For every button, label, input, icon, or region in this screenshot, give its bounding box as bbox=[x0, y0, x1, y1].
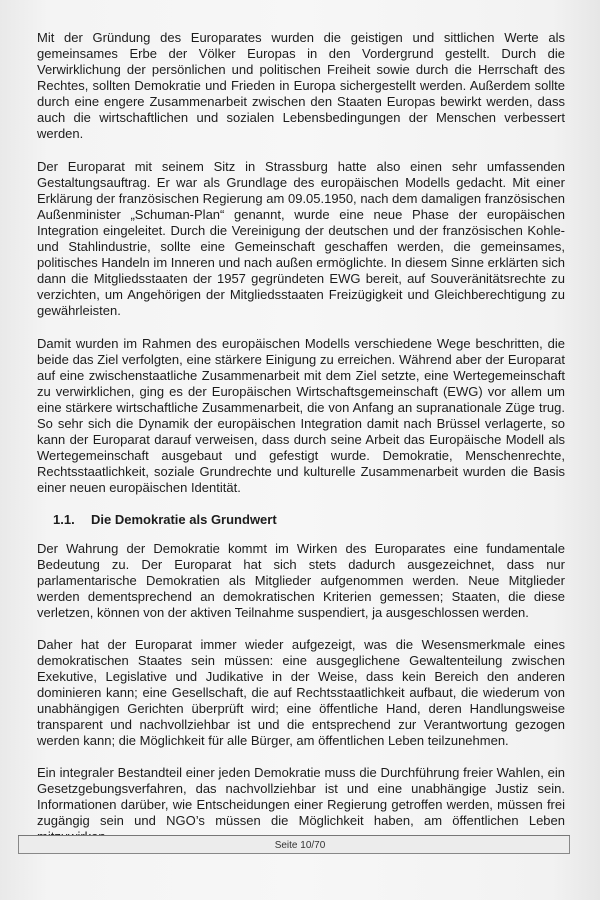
paragraph-6: Ein integraler Bestandteil einer jeden Demokratie muss die Durchführung freier Wahlen, ein Gesetzgebungsverfahren, das nachvollziehbar ist und eine unabhängige Justiz sein. Informationen darüber, wie Entscheidungen einer Regierung getroffen werden, müssen frei zugängig sein und NGO’s müssen die Möglichkeit haben, am öffentlichen Leben bbox=[37, 765, 565, 828]
section-title: Die Demokratie als Grundwert bbox=[91, 512, 277, 527]
page-number: Seite 10/70 bbox=[274, 840, 326, 851]
page-content bbox=[37, 30, 565, 845]
paragraph-1: Mit der Gründung des Europarates wurden die geistigen und sittlichen Werte als gemeinsames Erbe der Völker Europas in den Vordergrund gestellt. Durch die Verwirklichung der persönlichen und politischen Freiheit sowie durch die Herrschaft des Rechtes, sollten Demokratie und Frieden in Europa sichergestellt werden. Außerdem sollte durch eine engere Zusammenarbeit zwischen den Staaten Europas bewirkt werden, dass auch die wirtschaftlichen und sozialen Lebensbedingungen der Menschen verbessert werden. bbox=[37, 30, 565, 141]
paragraph-2: Der Europarat mit seinem Sitz in Strassburg hatte also einen sehr umfassenden Gestaltungsauftrag. Er war als Grundlage des europäischen Modells gedacht. Mit einer Erklärung der französischen Regierung am 09.05.1950, nach dem damaligen französischen Außenminister „Schuman-Plan“ genannt, wurde eine neue Phase der europäischen Integration eingeleitet. Durch die Vereinigung der deutschen und der französischen Kohle- und Stahlindustrie, sollte eine Gemeinschaft geschaffen werden, die gemeinsames, politisches Handeln im Inneren und nach außen ermöglichte. In diesem Sinne erklärten sich dann die Mitgliedsstaaten der 1957 gegründeten EWG bereit, auf Souveränitätsrechte zu verzichten, um Angehörigen der Mitgliedsstaaten Freizügigkeit und Gleichberechtigung zu gewährleisten. bbox=[37, 159, 565, 318]
section-heading bbox=[53, 512, 565, 528]
paragraph-4: Der Wahrung der Demokratie kommt im Wirken des Europarates eine fundamentale Bedeutung zu. Der Europarat hat sich stets dadurch ausgezeichnet, dass nur parlamentarische Demokratien als Mitglieder aufgenommen werden. Neue Mitglieder werden dementsprechend an demokratischen Kriterien gemessen; Staaten, die diese verletzen, können von der aktiven Teilnahme suspendiert, ja ausgeschlossen werden. bbox=[37, 541, 565, 620]
paragraph-3: Damit wurden im Rahmen des europäischen Modells verschiedene Wege beschritten, die beide das Ziel verfolgten, eine stärkere Einigung zu erreichen. Während aber der Europarat auf eine zwischenstaatliche Zusammenarbeit mit dem Ziel setzte, eine Wertegemeinschaft zu verwirklichen, ging es der Europäischen Wirtschaftsgemeinschaft (EWG) vor allem um eine stärkere wirtschaftliche Zusammenarbeit, die von Anfang an supranationale Züge trug. So sehr sich die Dynamik der europäischen Integration damit nach Brüssel verlagerte, so kann der Europarat darauf verweisen, dass durch seine Arbeit das Europäische Modell als Wertegemeinschaft ausgebaut und gefestigt wurde. Demokratie, Menschenrechte, Rechtsstaatlichkeit, soziale Grundrechte und kulturelle Zusammenarbeit wurden die Basis einer neuen europäischen Identität. bbox=[37, 336, 565, 495]
paragraph-5: Daher hat der Europarat immer wieder aufgezeigt, was die Wesensmerkmale eines demokratischen Staates sein müssen: eine ausgeglichene Gewaltenteilung zwischen Exekutive, Legislative und Judikative in der Weise, dass kein Bereich den anderen dominieren kann; eine Gesellschaft, die auf Rechtsstaatlichkeit aufbaut, die wiederum von unabhängigen Gerichten überprüft wird; eine öffentliche Hand, deren Handlungsweise transparent und nachvollziehbar ist und die entsprechend zur Verantwortung gezogen werden kann; die Möglichkeit für alle Bürger, am öffentlichen Leben teilzunehmen. bbox=[37, 637, 565, 748]
section-number: 1.1. bbox=[53, 512, 75, 527]
